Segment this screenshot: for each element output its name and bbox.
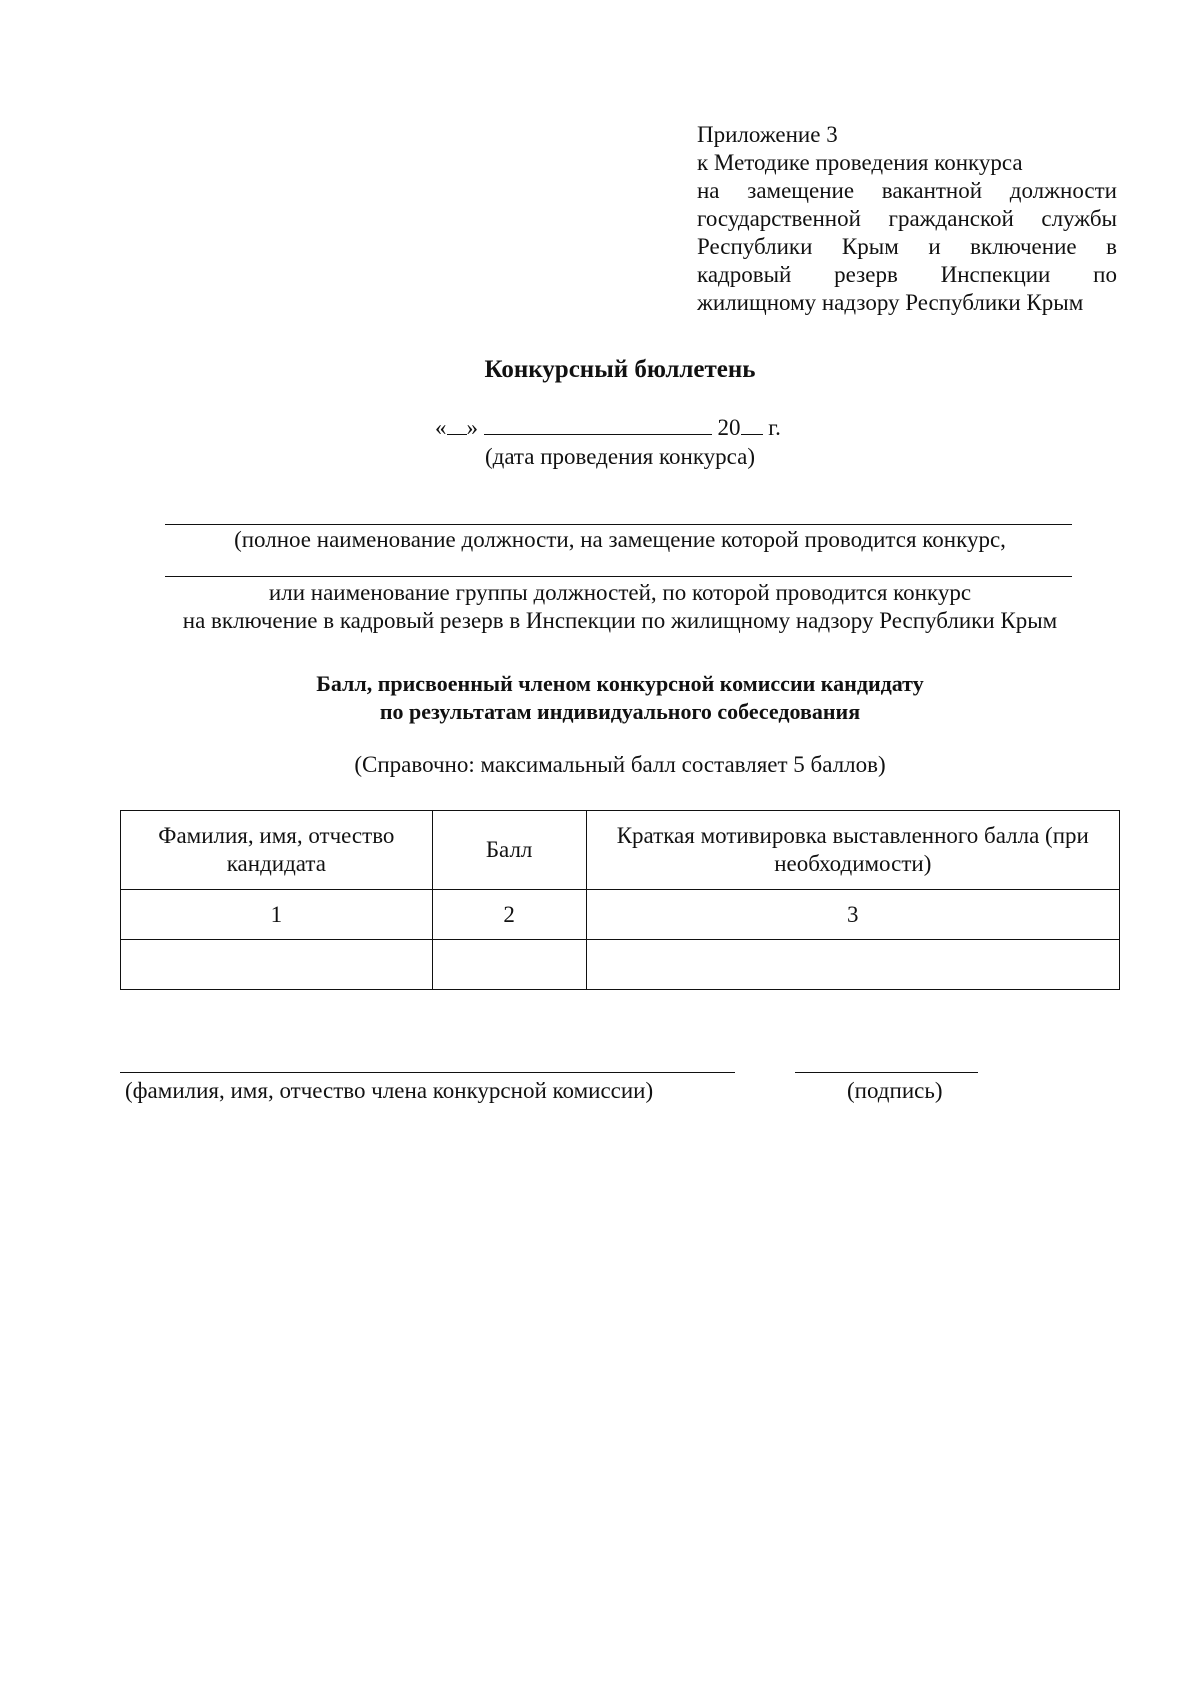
column-number: 3 xyxy=(586,890,1119,940)
year-suffix: г. xyxy=(768,415,781,440)
appendix-line: жилищному надзору Республики Крым xyxy=(697,290,1084,315)
appendix-line: Республики Крым и включение в xyxy=(697,234,1117,259)
date-close-quote: » xyxy=(466,415,478,440)
max-score-note: (Справочно: максимальный балл составляет 5 баллов) xyxy=(354,752,886,777)
signature-line xyxy=(795,1072,978,1073)
header-motivation: Краткая мотивировка выставленного балла (при необходимости) xyxy=(586,811,1119,890)
score-table xyxy=(120,810,1120,990)
year-prefix: 20 xyxy=(717,415,741,440)
position-reserve-caption: на включение в кадровый резерв в Инспекции по жилищному надзору Республики Крым xyxy=(182,608,1058,633)
header-candidate-name: Фамилия, имя, отчество кандидата xyxy=(121,811,433,890)
member-name-line xyxy=(120,1072,735,1073)
column-number: 1 xyxy=(121,890,433,940)
year-blank xyxy=(741,414,763,435)
document-title: Конкурсный бюллетень xyxy=(484,356,756,383)
score-heading-line1: Балл, присвоенный членом конкурсной комиссии кандидату xyxy=(316,671,924,696)
appendix-reference xyxy=(697,121,1117,317)
appendix-line: Приложение 3 xyxy=(697,122,838,147)
score-cell[interactable] xyxy=(432,940,586,990)
position-group-line xyxy=(165,576,1072,577)
score-heading-line2: по результатам индивидуального собеседования xyxy=(379,699,861,724)
appendix-line: государственной гражданской службы xyxy=(697,206,1117,231)
position-caption: (полное наименование должности, на замещение которой проводится конкурс, xyxy=(234,527,1006,552)
position-group-caption: или наименование группы должностей, по которой проводится конкурс xyxy=(268,580,972,605)
date-line xyxy=(435,414,781,441)
motivation-cell[interactable] xyxy=(586,940,1119,990)
column-number: 2 xyxy=(432,890,586,940)
signature-caption: (подпись) xyxy=(847,1078,943,1103)
table-row xyxy=(121,940,1120,990)
date-open-quote: « xyxy=(435,415,447,440)
day-blank xyxy=(447,414,467,435)
member-name-caption: (фамилия, имя, отчество члена конкурсной комиссии) xyxy=(125,1078,654,1103)
position-name-line xyxy=(165,524,1072,525)
candidate-name-cell[interactable] xyxy=(121,940,433,990)
appendix-line: на замещение вакантной должности xyxy=(697,178,1117,203)
table-number-row xyxy=(121,890,1120,940)
table-header-row xyxy=(121,811,1120,890)
appendix-line: к Методике проведения конкурса xyxy=(697,150,1023,175)
date-caption: (дата проведения конкурса) xyxy=(484,444,756,469)
header-score: Балл xyxy=(432,811,586,890)
appendix-line: кадровый резерв Инспекции по xyxy=(697,262,1117,287)
month-blank xyxy=(484,414,712,435)
